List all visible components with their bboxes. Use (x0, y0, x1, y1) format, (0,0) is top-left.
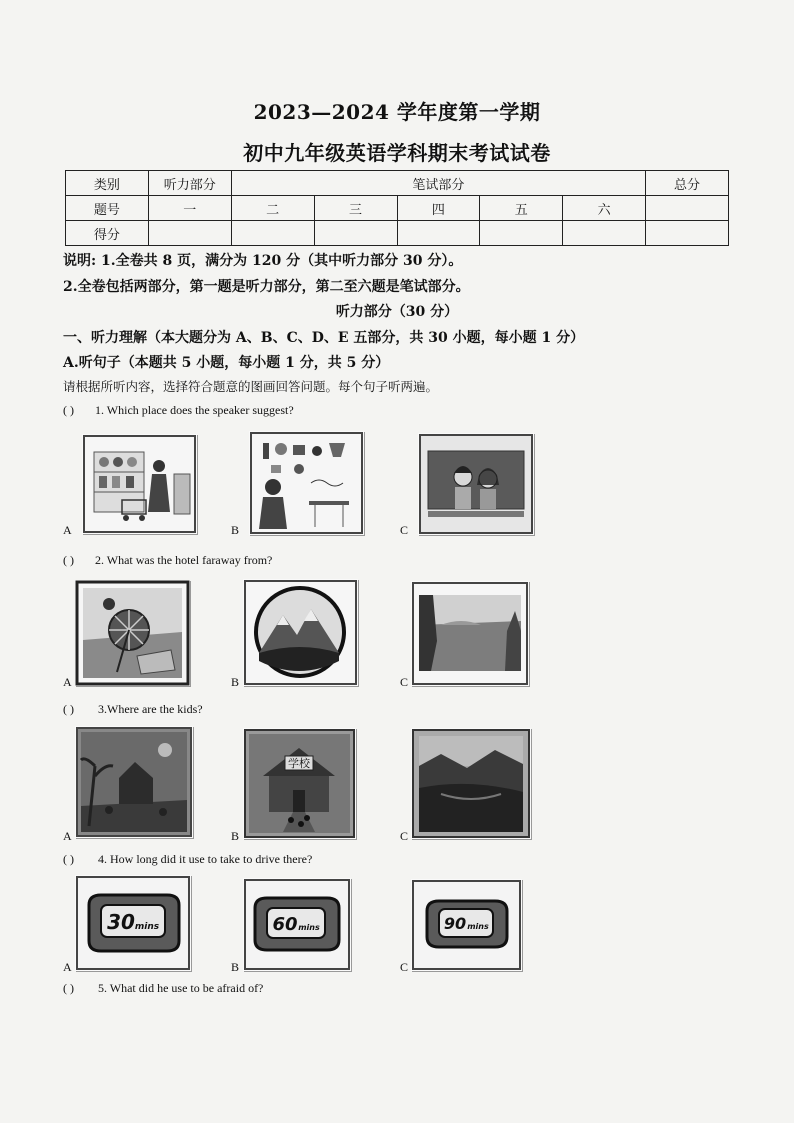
option-label-c: C (400, 523, 409, 537)
answer-blank[interactable]: ( ) (63, 852, 74, 866)
night-valley-picture[interactable] (411, 728, 531, 839)
option-label-c: C (400, 960, 409, 974)
timer-value: 60 (272, 914, 298, 935)
option-label-a: A (63, 675, 72, 689)
score-field[interactable] (314, 221, 397, 246)
exam-title-year: 2023—2024 学年度第一学期 (253, 100, 541, 124)
question-4 (63, 852, 312, 867)
timer-90-picture[interactable] (411, 879, 522, 971)
option-label-c: C (400, 675, 409, 689)
beach-picture[interactable] (75, 580, 190, 686)
question-3 (63, 702, 203, 717)
cell-number-5: 五 (480, 196, 563, 221)
cell-total: 总分 (646, 171, 729, 196)
question-1 (63, 403, 294, 418)
school-sign-text: 学校 (288, 757, 310, 770)
school-picture[interactable] (243, 728, 356, 839)
score-table-row-category (66, 171, 729, 196)
answer-blank[interactable]: ( ) (63, 981, 74, 995)
score-table (65, 170, 729, 246)
question-text: 4. How long did it use to take to drive there? (95, 852, 313, 866)
cell-score-label: 得分 (66, 221, 149, 246)
question-text: 5. What did he use to be afraid of? (95, 981, 264, 995)
cell-number-total (646, 196, 729, 221)
restaurant-picture[interactable] (249, 431, 364, 535)
score-field[interactable] (397, 221, 480, 246)
timer-value: 30 (107, 910, 135, 934)
listening-heading: 听力部分（30 分） (335, 304, 459, 320)
option-label-c: C (400, 829, 409, 843)
option-label-b: B (231, 960, 240, 974)
option-label-b: B (231, 829, 240, 843)
timer-value: 90 (443, 914, 467, 933)
cell-number-3: 三 (314, 196, 397, 221)
answer-blank[interactable]: ( ) (63, 403, 74, 417)
part-a-heading: A.听句子（本题共 5 小题，每小题 1 分，共 5 分） (63, 355, 390, 371)
question-text: 3.Where are the kids? (95, 702, 203, 716)
question-5 (63, 981, 263, 996)
question-text: 2. What was the hotel faraway from? (95, 553, 273, 567)
option-label-a: A (63, 960, 72, 974)
classroom-picture[interactable] (418, 433, 534, 535)
timer-30-picture[interactable] (75, 875, 191, 971)
mountains-picture[interactable] (243, 579, 358, 686)
score-field[interactable] (563, 221, 646, 246)
option-label-b: B (231, 523, 240, 537)
question-text: 1. Which place does the speaker suggest? (95, 403, 294, 417)
timer-unit: mins (298, 923, 320, 932)
option-label-a: A (63, 829, 72, 843)
section-one-heading: 一、听力理解（本大题分为 A、B、C、D、E 五部分，共 30 小题，每小题 1 分） (63, 330, 585, 346)
cell-number-1: 一 (148, 196, 231, 221)
haunted-house-picture[interactable] (75, 726, 193, 838)
score-table-row-number (66, 196, 729, 221)
score-field[interactable] (646, 221, 729, 246)
cell-written-part: 笔试部分 (231, 171, 645, 196)
timer-60-picture[interactable] (243, 878, 351, 971)
score-field[interactable] (148, 221, 231, 246)
answer-blank[interactable]: ( ) (63, 553, 74, 567)
option-label-b: B (231, 675, 240, 689)
note-line-2: 2.全卷包括两部分，第一题是听力部分，第二至六题是笔试部分。 (63, 279, 470, 295)
question-2 (63, 553, 272, 568)
score-field[interactable] (231, 221, 314, 246)
option-label-a: A (63, 523, 72, 537)
note-line-1: 说明: 1.全卷共 8 页，满分为 120 分（其中听力部分 30 分）。 (63, 253, 463, 269)
timer-unit: mins (134, 922, 160, 932)
cell-number-2: 二 (231, 196, 314, 221)
cell-number-label: 题号 (66, 196, 149, 221)
exam-title-subject: 初中九年级英语学科期末考试试卷 (243, 141, 551, 165)
cell-listening-part: 听力部分 (148, 171, 231, 196)
cell-number-4: 四 (397, 196, 480, 221)
cell-category-label: 类别 (66, 171, 149, 196)
supermarket-picture[interactable] (82, 434, 197, 534)
instructions: 请根据所听内容，选择符合题意的图画回答问题。每个句子听两遍。 (63, 379, 439, 394)
score-field[interactable] (480, 221, 563, 246)
cell-number-6: 六 (563, 196, 646, 221)
answer-blank[interactable]: ( ) (63, 702, 74, 716)
score-table-row-score (66, 221, 729, 246)
timer-unit: mins (467, 922, 489, 931)
lake-picture[interactable] (411, 581, 529, 686)
